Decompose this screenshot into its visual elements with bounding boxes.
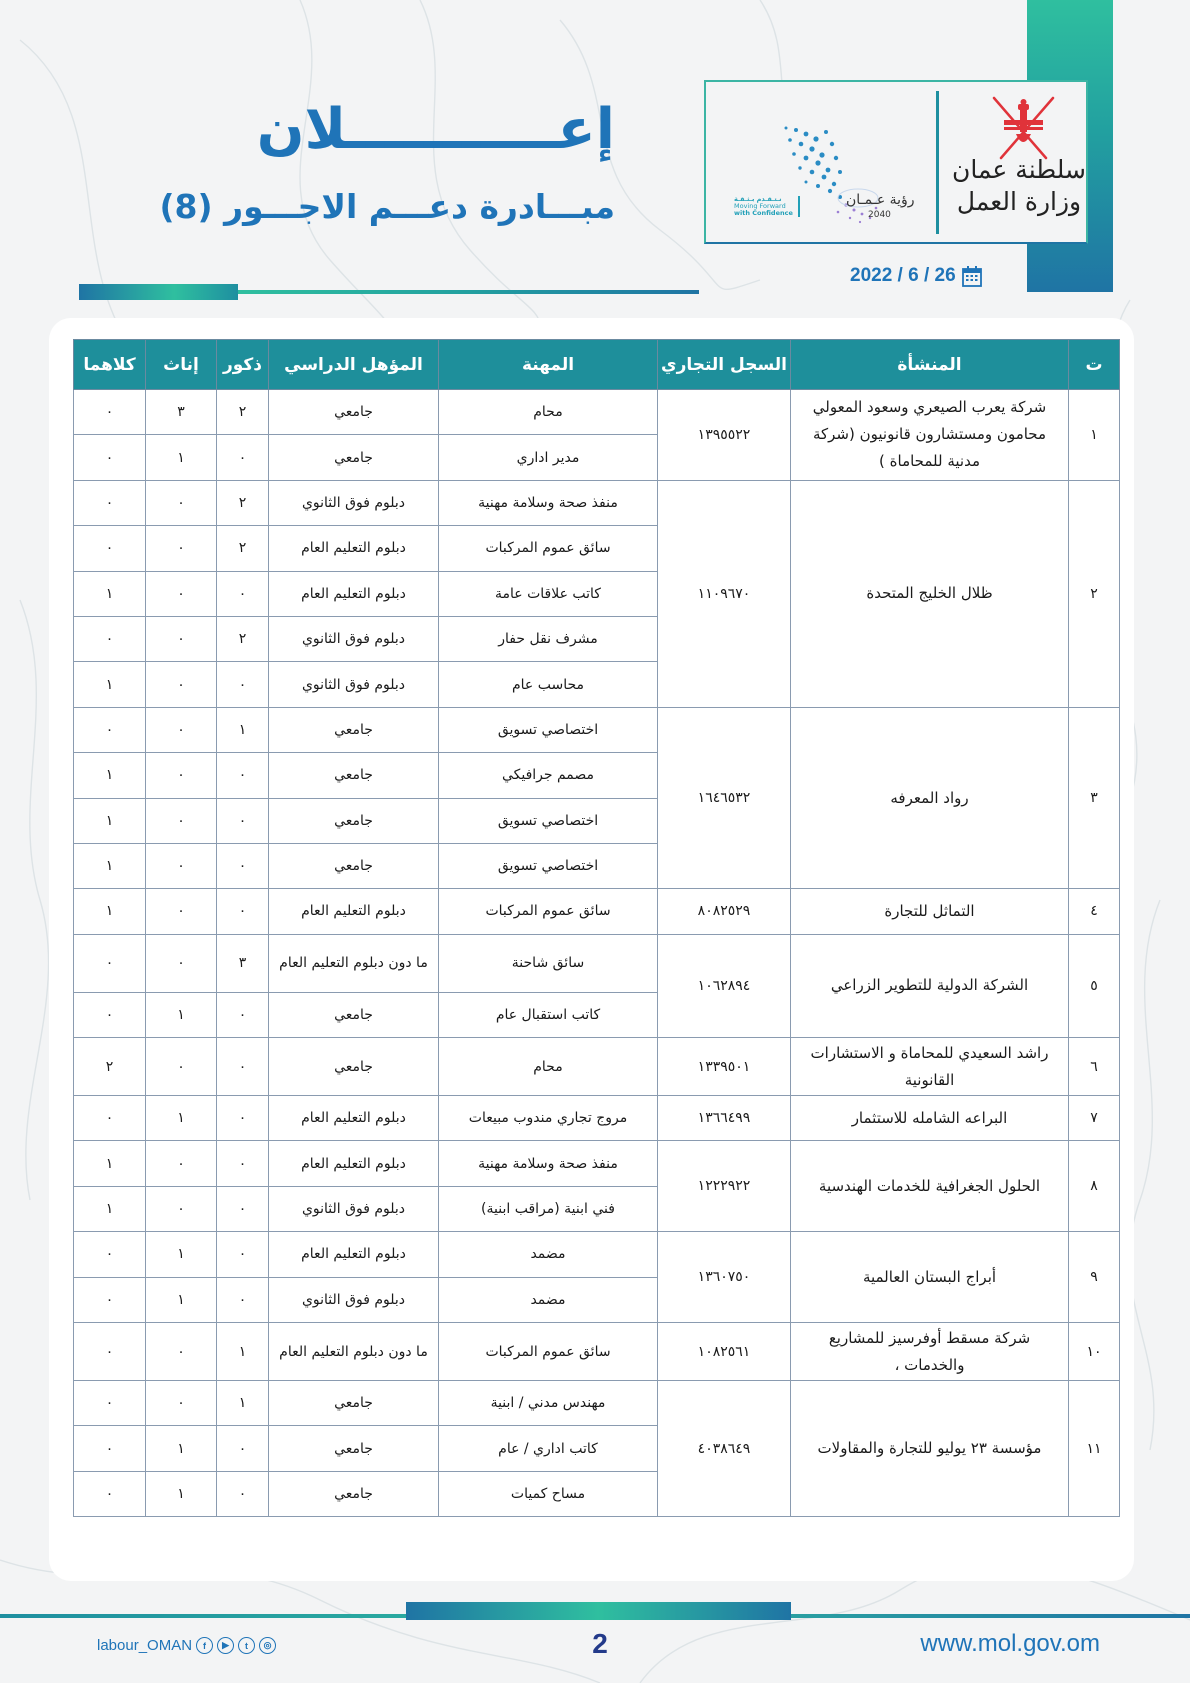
cell-qualification: ما دون دبلوم التعليم العام	[269, 1323, 439, 1381]
wage-support-table	[73, 339, 1120, 1517]
title-underline	[238, 290, 699, 294]
cell-index: ٩	[1069, 1232, 1120, 1323]
cell-occupation: مساح كميات	[439, 1471, 658, 1516]
cell-both: ٠	[74, 1232, 146, 1277]
cell-index: ١	[1069, 390, 1120, 481]
cell-male: ٠	[217, 889, 269, 934]
cell-occupation: كاتب استقبال عام	[439, 992, 658, 1037]
cell-male: ٠	[217, 1141, 269, 1186]
table-row	[74, 1232, 1120, 1277]
cell-male: ٢	[217, 390, 269, 435]
cell-female: ٠	[146, 1186, 217, 1231]
col-header-commercial-register: السجل التجاري	[658, 340, 791, 390]
cell-establishment: البراعه الشامله للاستثمار	[791, 1096, 1069, 1141]
cell-male: ١	[217, 1323, 269, 1381]
cell-female: ٠	[146, 480, 217, 525]
cell-qualification: جامعي	[269, 992, 439, 1037]
cell-female: ١	[146, 1096, 217, 1141]
cell-female: ٠	[146, 526, 217, 571]
col-header-male: ذكور	[217, 340, 269, 390]
cell-male: ٠	[217, 1232, 269, 1277]
social-handle[interactable]: labour_OMAN	[97, 1637, 193, 1654]
announcement-date	[850, 263, 982, 289]
tagline	[734, 196, 800, 217]
cell-occupation: منفذ صحة وسلامة مهنية	[439, 480, 658, 525]
cell-index: ١٠	[1069, 1323, 1120, 1381]
cell-male: ٠	[217, 798, 269, 843]
youtube-icon[interactable]: ▶	[217, 1637, 234, 1654]
table-row	[74, 1141, 1120, 1186]
cell-male: ٠	[217, 843, 269, 888]
cell-qualification: جامعي	[269, 843, 439, 888]
cell-qualification: دبلوم التعليم العام	[269, 1141, 439, 1186]
cell-male: ٠	[217, 1471, 269, 1516]
cell-both: ٠	[74, 1471, 146, 1516]
table-row	[74, 1096, 1120, 1141]
cell-female: ٠	[146, 843, 217, 888]
cell-both: ٠	[74, 390, 146, 435]
cell-both: ٠	[74, 1096, 146, 1141]
cell-establishment: شركة يعرب الصيعري وسعود المعولي محامون ومستشارون قانونيون (شركة مدنية للمحاماة )	[791, 390, 1069, 481]
cell-female: ٠	[146, 662, 217, 707]
cell-commercial-register: ١١٠٩٦٧٠	[658, 480, 791, 707]
cell-male: ٠	[217, 753, 269, 798]
cell-both: ١	[74, 843, 146, 888]
cell-occupation: اختصاصي تسويق	[439, 798, 658, 843]
page-subtitle: مبـــادرة دعـــم الاجـــور (8)	[159, 187, 615, 226]
cell-female: ٠	[146, 934, 217, 992]
cell-index: ٢	[1069, 480, 1120, 707]
cell-male: ٢	[217, 616, 269, 661]
cell-male: ٠	[217, 662, 269, 707]
cell-both: ٠	[74, 435, 146, 480]
col-header-index: ت	[1069, 340, 1120, 390]
cell-both: ٠	[74, 1277, 146, 1322]
cell-establishment: ظلال الخليج المتحدة	[791, 480, 1069, 707]
col-header-female: إناث	[146, 340, 217, 390]
cell-female: ٠	[146, 1141, 217, 1186]
website-link[interactable]: www.mol.gov.om	[920, 1630, 1100, 1657]
cell-qualification: دبلوم فوق الثانوي	[269, 616, 439, 661]
cell-both: ١	[74, 889, 146, 934]
table-row	[74, 934, 1120, 992]
table-row	[74, 889, 1120, 934]
date-text: 2022 / 6 / 26	[850, 265, 956, 286]
cell-occupation: محاسب عام	[439, 662, 658, 707]
cell-qualification: جامعي	[269, 1471, 439, 1516]
cell-male: ٠	[217, 1186, 269, 1231]
cell-qualification: دبلوم فوق الثانوي	[269, 1277, 439, 1322]
cell-establishment: الشركة الدولية للتطوير الزراعي	[791, 934, 1069, 1037]
col-header-both: كلاهما	[74, 340, 146, 390]
cell-male: ٠	[217, 1426, 269, 1471]
cell-both: ١	[74, 753, 146, 798]
logo-box	[704, 80, 1088, 244]
logo-divider	[936, 91, 939, 234]
cell-index: ٥	[1069, 934, 1120, 1037]
table-row	[74, 1038, 1120, 1096]
cell-qualification: دبلوم التعليم العام	[269, 571, 439, 616]
cell-qualification: دبلوم التعليم العام	[269, 889, 439, 934]
cell-occupation: سائق شاحنة	[439, 934, 658, 992]
twitter-icon[interactable]: t	[238, 1637, 255, 1654]
cell-female: ١	[146, 1232, 217, 1277]
facebook-icon[interactable]: f	[196, 1637, 213, 1654]
cell-occupation: محام	[439, 390, 658, 435]
cell-both: ١	[74, 1141, 146, 1186]
cell-both: ٠	[74, 1381, 146, 1426]
cell-establishment: رواد المعرفه	[791, 707, 1069, 889]
cell-female: ٠	[146, 571, 217, 616]
cell-both: ٠	[74, 616, 146, 661]
cell-female: ٠	[146, 889, 217, 934]
table-row	[74, 1381, 1120, 1426]
cell-commercial-register: ٤٠٣٨٦٤٩	[658, 1381, 791, 1517]
cell-both: ٠	[74, 992, 146, 1037]
cell-occupation: محام	[439, 1038, 658, 1096]
vision-year: 2040	[868, 210, 891, 220]
cell-qualification: ما دون دبلوم التعليم العام	[269, 934, 439, 992]
col-header-qualification: المؤهل الدراسي	[269, 340, 439, 390]
cell-female: ١	[146, 435, 217, 480]
cell-qualification: دبلوم التعليم العام	[269, 526, 439, 571]
cell-index: ٧	[1069, 1096, 1120, 1141]
vision-label: رؤية عـمـان	[846, 192, 915, 208]
ministry-line-2: وزارة العمل	[956, 187, 1082, 216]
cell-female: ١	[146, 1426, 217, 1471]
cell-establishment: مؤسسة ٢٣ يوليو للتجارة والمقاولات	[791, 1381, 1069, 1517]
cell-occupation: مهندس مدني / ابنية	[439, 1381, 658, 1426]
cell-occupation: مشرف نقل حفار	[439, 616, 658, 661]
table-body	[74, 390, 1120, 1517]
col-header-occupation: المهنة	[439, 340, 658, 390]
cell-both: ١	[74, 571, 146, 616]
cell-qualification: دبلوم التعليم العام	[269, 1232, 439, 1277]
ministry-line-1: سلطنة عمان	[952, 155, 1086, 184]
cell-both: ٠	[74, 1323, 146, 1381]
cell-qualification: دبلوم التعليم العام	[269, 1096, 439, 1141]
cell-establishment: أبراج البستان العالمية	[791, 1232, 1069, 1323]
cell-occupation: سائق عموم المركبات	[439, 889, 658, 934]
tagline-english-line1: Moving Forward	[734, 202, 786, 210]
cell-male: ٣	[217, 934, 269, 992]
cell-female: ٠	[146, 1381, 217, 1426]
cell-occupation: كاتب اداري / عام	[439, 1426, 658, 1471]
cell-occupation: مضمد	[439, 1277, 658, 1322]
cell-index: ١١	[1069, 1381, 1120, 1517]
table-row	[74, 1323, 1120, 1381]
cell-index: ٤	[1069, 889, 1120, 934]
cell-commercial-register: ١٣٦٠٧٥٠	[658, 1232, 791, 1323]
calendar-icon	[962, 265, 982, 287]
cell-occupation: سائق عموم المركبات	[439, 526, 658, 571]
cell-male: ٢	[217, 526, 269, 571]
cell-female: ١	[146, 1471, 217, 1516]
cell-male: ٠	[217, 1038, 269, 1096]
cell-commercial-register: ١٠٦٢٨٩٤	[658, 934, 791, 1037]
cell-both: ٠	[74, 1426, 146, 1471]
cell-commercial-register: ٨٠٨٢٥٢٩	[658, 889, 791, 934]
cell-female: ٠	[146, 798, 217, 843]
cell-occupation: كاتب علاقات عامة	[439, 571, 658, 616]
cell-female: ٠	[146, 1038, 217, 1096]
cell-qualification: دبلوم فوق الثانوي	[269, 480, 439, 525]
cell-qualification: جامعي	[269, 707, 439, 752]
cell-male: ٠	[217, 992, 269, 1037]
cell-establishment: التماثل للتجارة	[791, 889, 1069, 934]
cell-both: ٠	[74, 707, 146, 752]
cell-qualification: دبلوم فوق الثانوي	[269, 1186, 439, 1231]
cell-both: ١	[74, 1186, 146, 1231]
cell-female: ٠	[146, 1323, 217, 1381]
cell-establishment: راشد السعيدي للمحاماة و الاستشارات القانونية	[791, 1038, 1069, 1096]
cell-male: ١	[217, 707, 269, 752]
cell-male: ٠	[217, 571, 269, 616]
cell-qualification: جامعي	[269, 1381, 439, 1426]
cell-commercial-register: ١٢٢٢٩٢٢	[658, 1141, 791, 1232]
cell-establishment: الحلول الجغرافية للخدمات الهندسية	[791, 1141, 1069, 1232]
table-header-row	[74, 340, 1120, 390]
social-links	[97, 1637, 276, 1654]
cell-female: ٠	[146, 707, 217, 752]
cell-qualification: جامعي	[269, 1038, 439, 1096]
tagline-english-line2: with Confidence	[734, 209, 793, 217]
cell-female: ٠	[146, 753, 217, 798]
cell-both: ٠	[74, 934, 146, 992]
col-header-establishment: المنشأة	[791, 340, 1069, 390]
cell-both: ٠	[74, 526, 146, 571]
cell-occupation: مضمد	[439, 1232, 658, 1277]
page-number: 2	[592, 1628, 608, 1659]
cell-qualification: دبلوم فوق الثانوي	[269, 662, 439, 707]
cell-male: ١	[217, 1381, 269, 1426]
cell-male: ٠	[217, 1096, 269, 1141]
cell-commercial-register: ١٦٤٦٥٣٢	[658, 707, 791, 889]
cell-index: ٣	[1069, 707, 1120, 889]
content-card	[49, 318, 1134, 1581]
cell-qualification: جامعي	[269, 753, 439, 798]
table-row	[74, 707, 1120, 752]
cell-occupation: مصمم جرافيكي	[439, 753, 658, 798]
cell-commercial-register: ١٣٩٥٥٢٢	[658, 390, 791, 481]
footer-accent-bar	[406, 1602, 791, 1620]
instagram-icon[interactable]: ◎	[259, 1637, 276, 1654]
cell-female: ٠	[146, 616, 217, 661]
table-row	[74, 480, 1120, 525]
cell-occupation: منفذ صحة وسلامة مهنية	[439, 1141, 658, 1186]
tagline-arabic: نـتـقـدم بـثـقـة	[734, 195, 782, 203]
cell-both: ٢	[74, 1038, 146, 1096]
cell-occupation: مروج تجاري مندوب مبيعات	[439, 1096, 658, 1141]
title-underline-accent	[79, 284, 238, 300]
cell-commercial-register: ١٠٨٢٥٦١	[658, 1323, 791, 1381]
cell-occupation: اختصاصي تسويق	[439, 843, 658, 888]
cell-commercial-register: ١٣٣٩٥٠١	[658, 1038, 791, 1096]
cell-occupation: فني ابنية (مراقب ابنية)	[439, 1186, 658, 1231]
cell-qualification: جامعي	[269, 390, 439, 435]
cell-qualification: جامعي	[269, 798, 439, 843]
cell-female: ١	[146, 992, 217, 1037]
cell-male: ٠	[217, 1277, 269, 1322]
cell-commercial-register: ١٣٦٦٤٩٩	[658, 1096, 791, 1141]
cell-qualification: جامعي	[269, 1426, 439, 1471]
cell-male: ٠	[217, 435, 269, 480]
cell-occupation: سائق عموم المركبات	[439, 1323, 658, 1381]
cell-female: ١	[146, 1277, 217, 1322]
ministry-name	[949, 154, 1089, 218]
page-title: إعـــــــــــلان	[256, 97, 615, 162]
cell-female: ٣	[146, 390, 217, 435]
cell-occupation: مدير اداري	[439, 435, 658, 480]
cell-occupation: اختصاصي تسويق	[439, 707, 658, 752]
cell-index: ٦	[1069, 1038, 1120, 1096]
table-row	[74, 390, 1120, 435]
cell-index: ٨	[1069, 1141, 1120, 1232]
cell-male: ٢	[217, 480, 269, 525]
cell-both: ٠	[74, 480, 146, 525]
cell-both: ١	[74, 662, 146, 707]
cell-both: ١	[74, 798, 146, 843]
cell-qualification: جامعي	[269, 435, 439, 480]
cell-establishment: شركة مسقط أوفرسيز للمشاريع والخدمات ،	[791, 1323, 1069, 1381]
